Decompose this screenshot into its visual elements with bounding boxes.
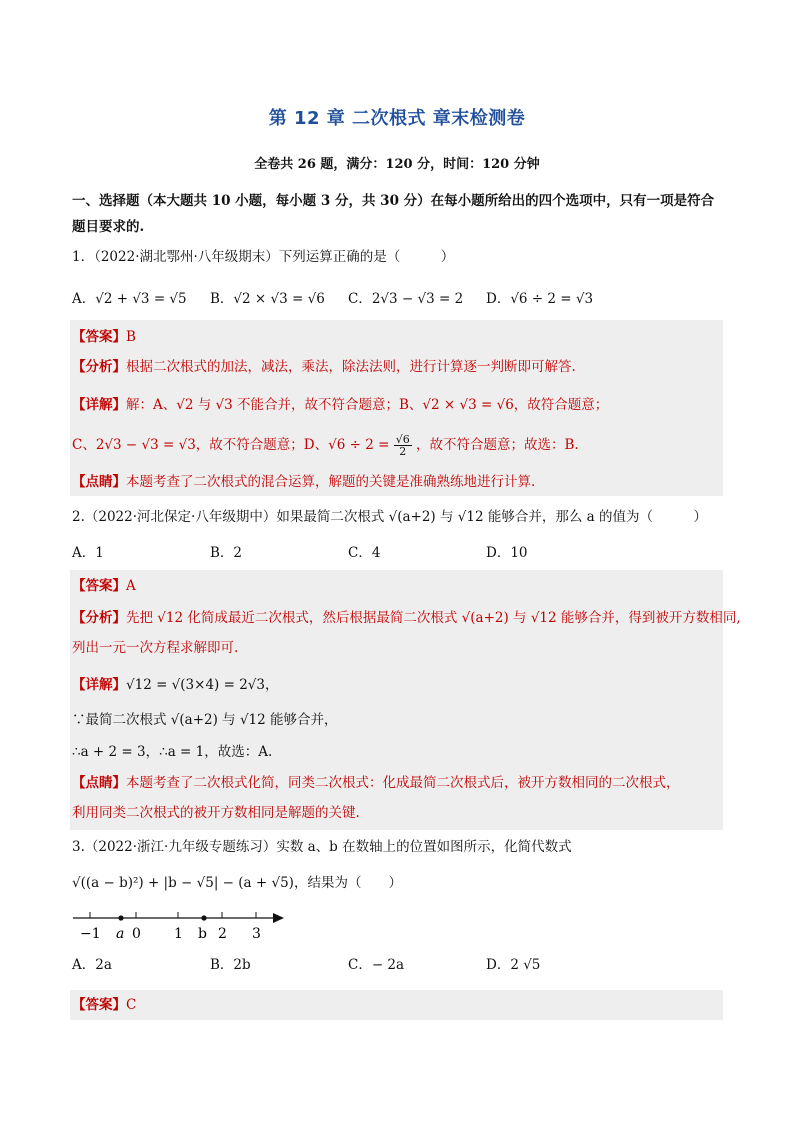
analysis-text: 根据二次根式的加法，减法，乘法，除法法则，进行计算逐一判断即可解答.	[126, 359, 576, 375]
q3-stem: 3.（2022·浙江·九年级专题练习）实数 a、b 在数轴上的位置如图所示，化简代数式	[72, 839, 572, 855]
comment-text: 本题考查了二次根式的混合运算，解题的关键是准确熟练地进行计算.	[126, 474, 536, 490]
q2-detail-line3: ∴a + 2 = 3，∴a = 1，故选：A.	[72, 744, 273, 760]
q1-answer	[72, 327, 136, 347]
q3-solution-box	[70, 990, 723, 1020]
q2-comment-line1	[72, 773, 680, 793]
q1-option-a: A．√2 + √3 = √5	[72, 291, 187, 307]
q3-option-a: A．2a	[72, 957, 112, 973]
analysis-tag: 【分析】	[72, 610, 126, 626]
answer-value: C	[126, 997, 137, 1013]
point-b	[201, 915, 206, 920]
q1-stem: 1．（2022·湖北鄂州·八年级期末）下列运算正确的是（ ）	[72, 249, 455, 265]
detail-text-b: ，故不符合题意；故选：B.	[416, 437, 579, 453]
analysis-tag: 【分析】	[72, 359, 126, 375]
number-line-arrow	[273, 913, 284, 923]
axis-label-b: b	[198, 926, 207, 942]
axis-label-neg1: −1	[80, 926, 101, 942]
q2-comment-line2: 利用同类二次根式的被开方数相同是解题的关键.	[72, 805, 360, 821]
detail-tag: 【详解】	[72, 677, 126, 693]
detail-text: 解：A、√2 与 √3 不能合并，故不符合题意；B、√2 × √3 = √6，故符合题意；	[126, 397, 609, 413]
comment-tag: 【点睛】	[72, 474, 126, 490]
page-title: 第 12 章 二次根式 章末检测卷	[268, 108, 526, 129]
q3-option-b: B．2b	[210, 957, 251, 973]
q1-detail-line2	[72, 434, 579, 457]
answer-value: A	[126, 578, 136, 594]
analysis-text: 先把 √12 化简成最近二次根式，然后根据最简二次根式 √(a+2) 与 √12 能够合并，得到被开方数相同,	[126, 610, 741, 626]
q2-analysis-line2: 列出一元一次方程求解即可.	[72, 640, 239, 656]
answer-tag: 【答案】	[72, 578, 126, 594]
q1-option-b: B．√2 × √3 = √6	[210, 291, 325, 307]
q1-comment	[72, 472, 535, 492]
comment-text: 本题考查了二次根式化简，同类二次根式：化成最简二次根式后，被开方数相同的二次根式，	[126, 775, 680, 791]
q2-detail-line1	[72, 675, 278, 695]
detail-text-a: C、2√3 − √3 = √3，故不符合题意；D、√6 ÷ 2 =	[72, 437, 390, 453]
q2-option-d: D．10	[486, 545, 528, 561]
point-a	[118, 915, 123, 920]
q3-option-c: C．− 2a	[348, 957, 405, 973]
q2-analysis-line1	[72, 608, 741, 628]
fraction-numerator: √6	[395, 433, 410, 446]
answer-tag: 【答案】	[72, 997, 126, 1013]
q2-option-b: B．2	[210, 545, 243, 561]
q1-option-d: D．√6 ÷ 2 = √3	[486, 291, 594, 307]
axis-label-2: 2	[218, 926, 227, 942]
q3-expression: √((a − b)²) + |b − √5| − (a + √5)，结果为（ ）	[72, 875, 402, 891]
fraction	[394, 434, 412, 457]
q1-option-c: C．2√3 − √3 = 2	[348, 291, 464, 307]
q2-detail-line2: ∵最简二次根式 √(a+2) 与 √12 能够合并，	[72, 712, 338, 728]
q2-stem: 2.（2022·河北保定·八年级期中）如果最简二次根式 √(a+2) 与 √12 能够合并，那么 a 的值为（ ）	[72, 509, 707, 525]
answer-value: B	[126, 329, 136, 345]
detail-tag: 【详解】	[72, 397, 126, 413]
q2-option-c: C．4	[348, 545, 381, 561]
comment-tag: 【点睛】	[72, 775, 126, 791]
axis-label-1: 1	[174, 926, 183, 942]
axis-label-0: 0	[132, 926, 141, 942]
axis-label-3: 3	[252, 926, 261, 942]
section-heading-line1: 一、选择题（本大题共 10 小题，每小题 3 分，共 30 分）在每小题所给出的四个选项中，只有一项是符合	[72, 193, 715, 209]
q2-answer	[72, 576, 136, 596]
q3-option-d: D．2 √5	[486, 957, 541, 973]
answer-tag: 【答案】	[72, 329, 126, 345]
exam-info: 全卷共 26 题，满分：120 分，时间：120 分钟	[254, 157, 540, 172]
q1-analysis	[72, 357, 576, 377]
axis-label-a: a	[116, 926, 125, 942]
number-line	[70, 905, 300, 945]
fraction-denominator: 2	[399, 445, 407, 458]
q3-answer	[72, 995, 136, 1015]
detail-text: √12 = √(3×4) = 2√3，	[126, 677, 279, 693]
section-heading-line2: 题目要求的.	[72, 219, 145, 235]
q2-option-a: A．1	[72, 545, 104, 561]
q1-detail-line1	[72, 395, 608, 415]
